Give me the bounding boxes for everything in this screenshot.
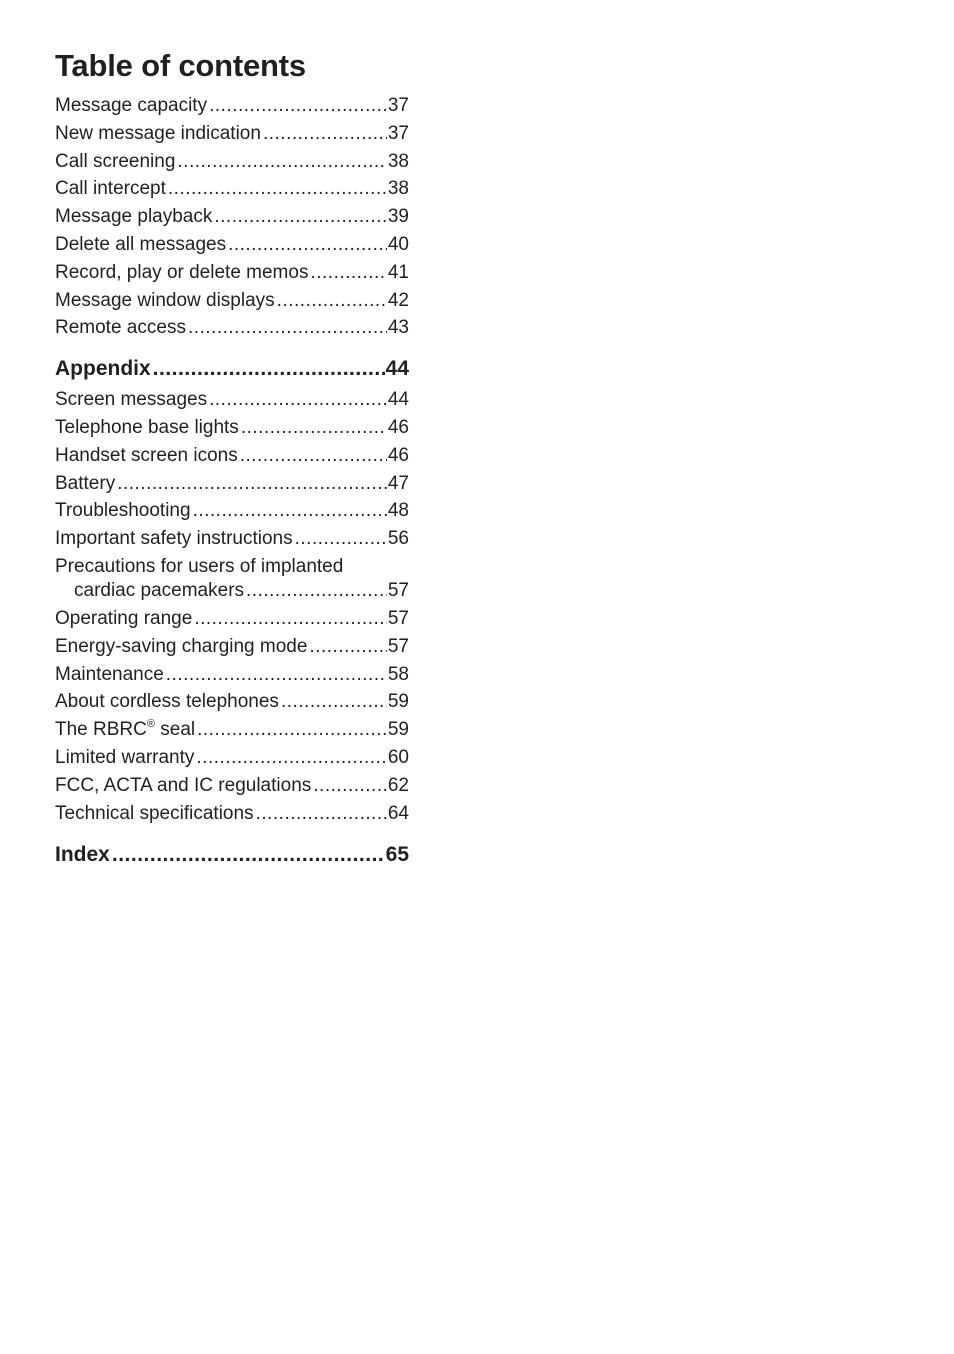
dot-leader [193, 497, 387, 525]
dot-leader [214, 203, 386, 231]
toc-section-label: Appendix [55, 357, 151, 381]
toc-entry-label [55, 716, 195, 744]
toc-entry-telephone-base-lights[interactable] [55, 414, 409, 442]
toc-entry-page: 39 [387, 206, 409, 228]
toc-entry-label: Remote access [55, 317, 186, 339]
dot-leader [228, 231, 387, 259]
toc-entry-label: Screen messages [55, 389, 208, 411]
dot-leader [153, 354, 385, 384]
toc-entry-page: 48 [387, 500, 409, 522]
toc-entry-operating-range[interactable] [55, 605, 409, 633]
toc-entry-page: 37 [387, 122, 409, 144]
toc-entry-page: 57 [387, 635, 409, 657]
dot-leader [196, 744, 386, 772]
toc-section-page: 65 [385, 843, 409, 867]
toc-entry-label: Telephone base lights [55, 416, 239, 438]
dot-leader [241, 414, 387, 442]
dot-leader [240, 442, 387, 470]
toc-entry-label: New message indication [55, 122, 261, 144]
toc-entry-label: Maintenance [55, 663, 164, 685]
toc-entry-label: FCC, ACTA and IC regulations [55, 774, 312, 796]
toc-entry-record-play-delete-memos[interactable] [55, 259, 409, 287]
toc-entry-page: 56 [387, 528, 409, 550]
toc-entry-new-message-indication[interactable] [55, 120, 409, 148]
dot-leader [209, 92, 387, 120]
toc-entry-label-line1: Precautions for users of implanted [55, 555, 344, 577]
toc-entry-page: 44 [387, 389, 409, 411]
toc-entry-label: Delete all messages [55, 233, 227, 255]
toc-entry-technical-specifications[interactable] [55, 800, 409, 828]
toc-entry-label: Limited warranty [55, 746, 195, 768]
toc-entry-page: 37 [387, 95, 409, 116]
toc-entry-delete-all-messages[interactable] [55, 231, 409, 259]
toc-entry-label: Troubleshooting [55, 500, 191, 522]
toc-entry-remote-access[interactable] [55, 314, 409, 342]
dot-leader [309, 633, 386, 661]
toc-entry-page: 38 [387, 178, 409, 200]
dot-leader [209, 386, 387, 414]
dot-leader [313, 772, 387, 800]
toc-entry-label: Handset screen icons [55, 444, 238, 466]
dot-leader [197, 716, 387, 744]
toc-entry-label: Message playback [55, 206, 213, 228]
toc-entry-label: Battery [55, 472, 116, 494]
toc-entry-page: 38 [387, 150, 409, 172]
toc-entry-label: Record, play or delete memos [55, 261, 309, 283]
toc-entry-pacemakers-line2 [55, 579, 409, 603]
dot-leader [277, 287, 387, 315]
toc-entry-screen-messages[interactable] [55, 386, 409, 414]
dot-leader [281, 688, 387, 716]
toc-entry-fcc-acta-ic-regulations[interactable] [55, 772, 409, 800]
dot-leader [246, 579, 387, 603]
dot-leader [117, 470, 387, 498]
toc-entry-pacemakers[interactable] [55, 553, 409, 603]
toc-section-page: 44 [385, 357, 409, 381]
toc-entry-page: 42 [387, 289, 409, 311]
dot-leader [194, 605, 387, 633]
dot-leader [310, 259, 386, 287]
toc-entry-battery[interactable] [55, 470, 409, 498]
toc-entry-page: 41 [387, 261, 409, 283]
dot-leader [112, 840, 385, 870]
toc-entry-rbrc-seal[interactable] [55, 716, 409, 744]
toc-entry-label: About cordless telephones [55, 691, 279, 713]
toc-entry-label: Call screening [55, 150, 176, 172]
dot-leader [168, 175, 387, 203]
dot-leader [177, 148, 386, 176]
toc-entry-label: Operating range [55, 607, 193, 629]
toc-entry-maintenance[interactable] [55, 661, 409, 689]
toc-entry-important-safety-instructions[interactable] [55, 525, 409, 553]
toc-entry-label: Energy-saving charging mode [55, 635, 308, 657]
toc-entry-page: 59 [387, 691, 409, 713]
toc-entry-page: 60 [387, 746, 409, 768]
toc-entry-page: 43 [387, 317, 409, 339]
dot-leader [256, 800, 387, 828]
toc-entry-message-capacity[interactable] [55, 92, 409, 120]
dot-leader [166, 661, 387, 689]
toc-entry-page: 62 [387, 774, 409, 796]
registered-mark: ® [146, 718, 155, 731]
page-title: Table of contents [55, 48, 306, 83]
toc-entry-page: 46 [387, 444, 409, 466]
toc-section-index[interactable] [55, 840, 409, 870]
toc-entry-limited-warranty[interactable] [55, 744, 409, 772]
toc-entry-page: 47 [387, 472, 409, 494]
toc-entry-page: 57 [387, 607, 409, 629]
toc-entry-page: 64 [387, 802, 409, 824]
toc-entry-page: 58 [387, 663, 409, 685]
dot-leader [263, 120, 387, 148]
table-of-contents [55, 46, 409, 870]
toc-section-label: Index [55, 843, 110, 867]
toc-entry-call-screening[interactable] [55, 148, 409, 176]
toc-entry-label: Call intercept [55, 178, 166, 200]
toc-entry-about-cordless-telephones[interactable] [55, 688, 409, 716]
dot-leader [295, 525, 387, 553]
toc-entry-label: Important safety instructions [55, 528, 293, 550]
rbrc-suffix: seal [154, 719, 196, 741]
toc-entry-page: 57 [387, 579, 409, 601]
toc-entry-label: Message window displays [55, 289, 275, 311]
rbrc-prefix: The RBRC [55, 719, 147, 741]
toc-entry-troubleshooting[interactable] [55, 497, 409, 525]
toc-entry-label-line2: cardiac pacemakers [74, 579, 245, 601]
toc-entry-label: Message capacity [55, 95, 208, 116]
toc-entry-page: 40 [387, 233, 409, 255]
toc-entry-message-playback[interactable] [55, 203, 409, 231]
toc-entry-label: Technical specifications [55, 802, 254, 824]
toc-entry-page: 59 [387, 719, 409, 741]
toc-entry-call-intercept[interactable] [55, 175, 409, 203]
toc-section-appendix[interactable] [55, 354, 409, 384]
dot-leader [188, 314, 387, 342]
toc-entry-page: 46 [387, 416, 409, 438]
toc-entry-handset-screen-icons[interactable] [55, 442, 409, 470]
toc-entry-message-window-displays[interactable] [55, 287, 409, 315]
toc-entry-energy-saving-charging-mode[interactable] [55, 633, 409, 661]
